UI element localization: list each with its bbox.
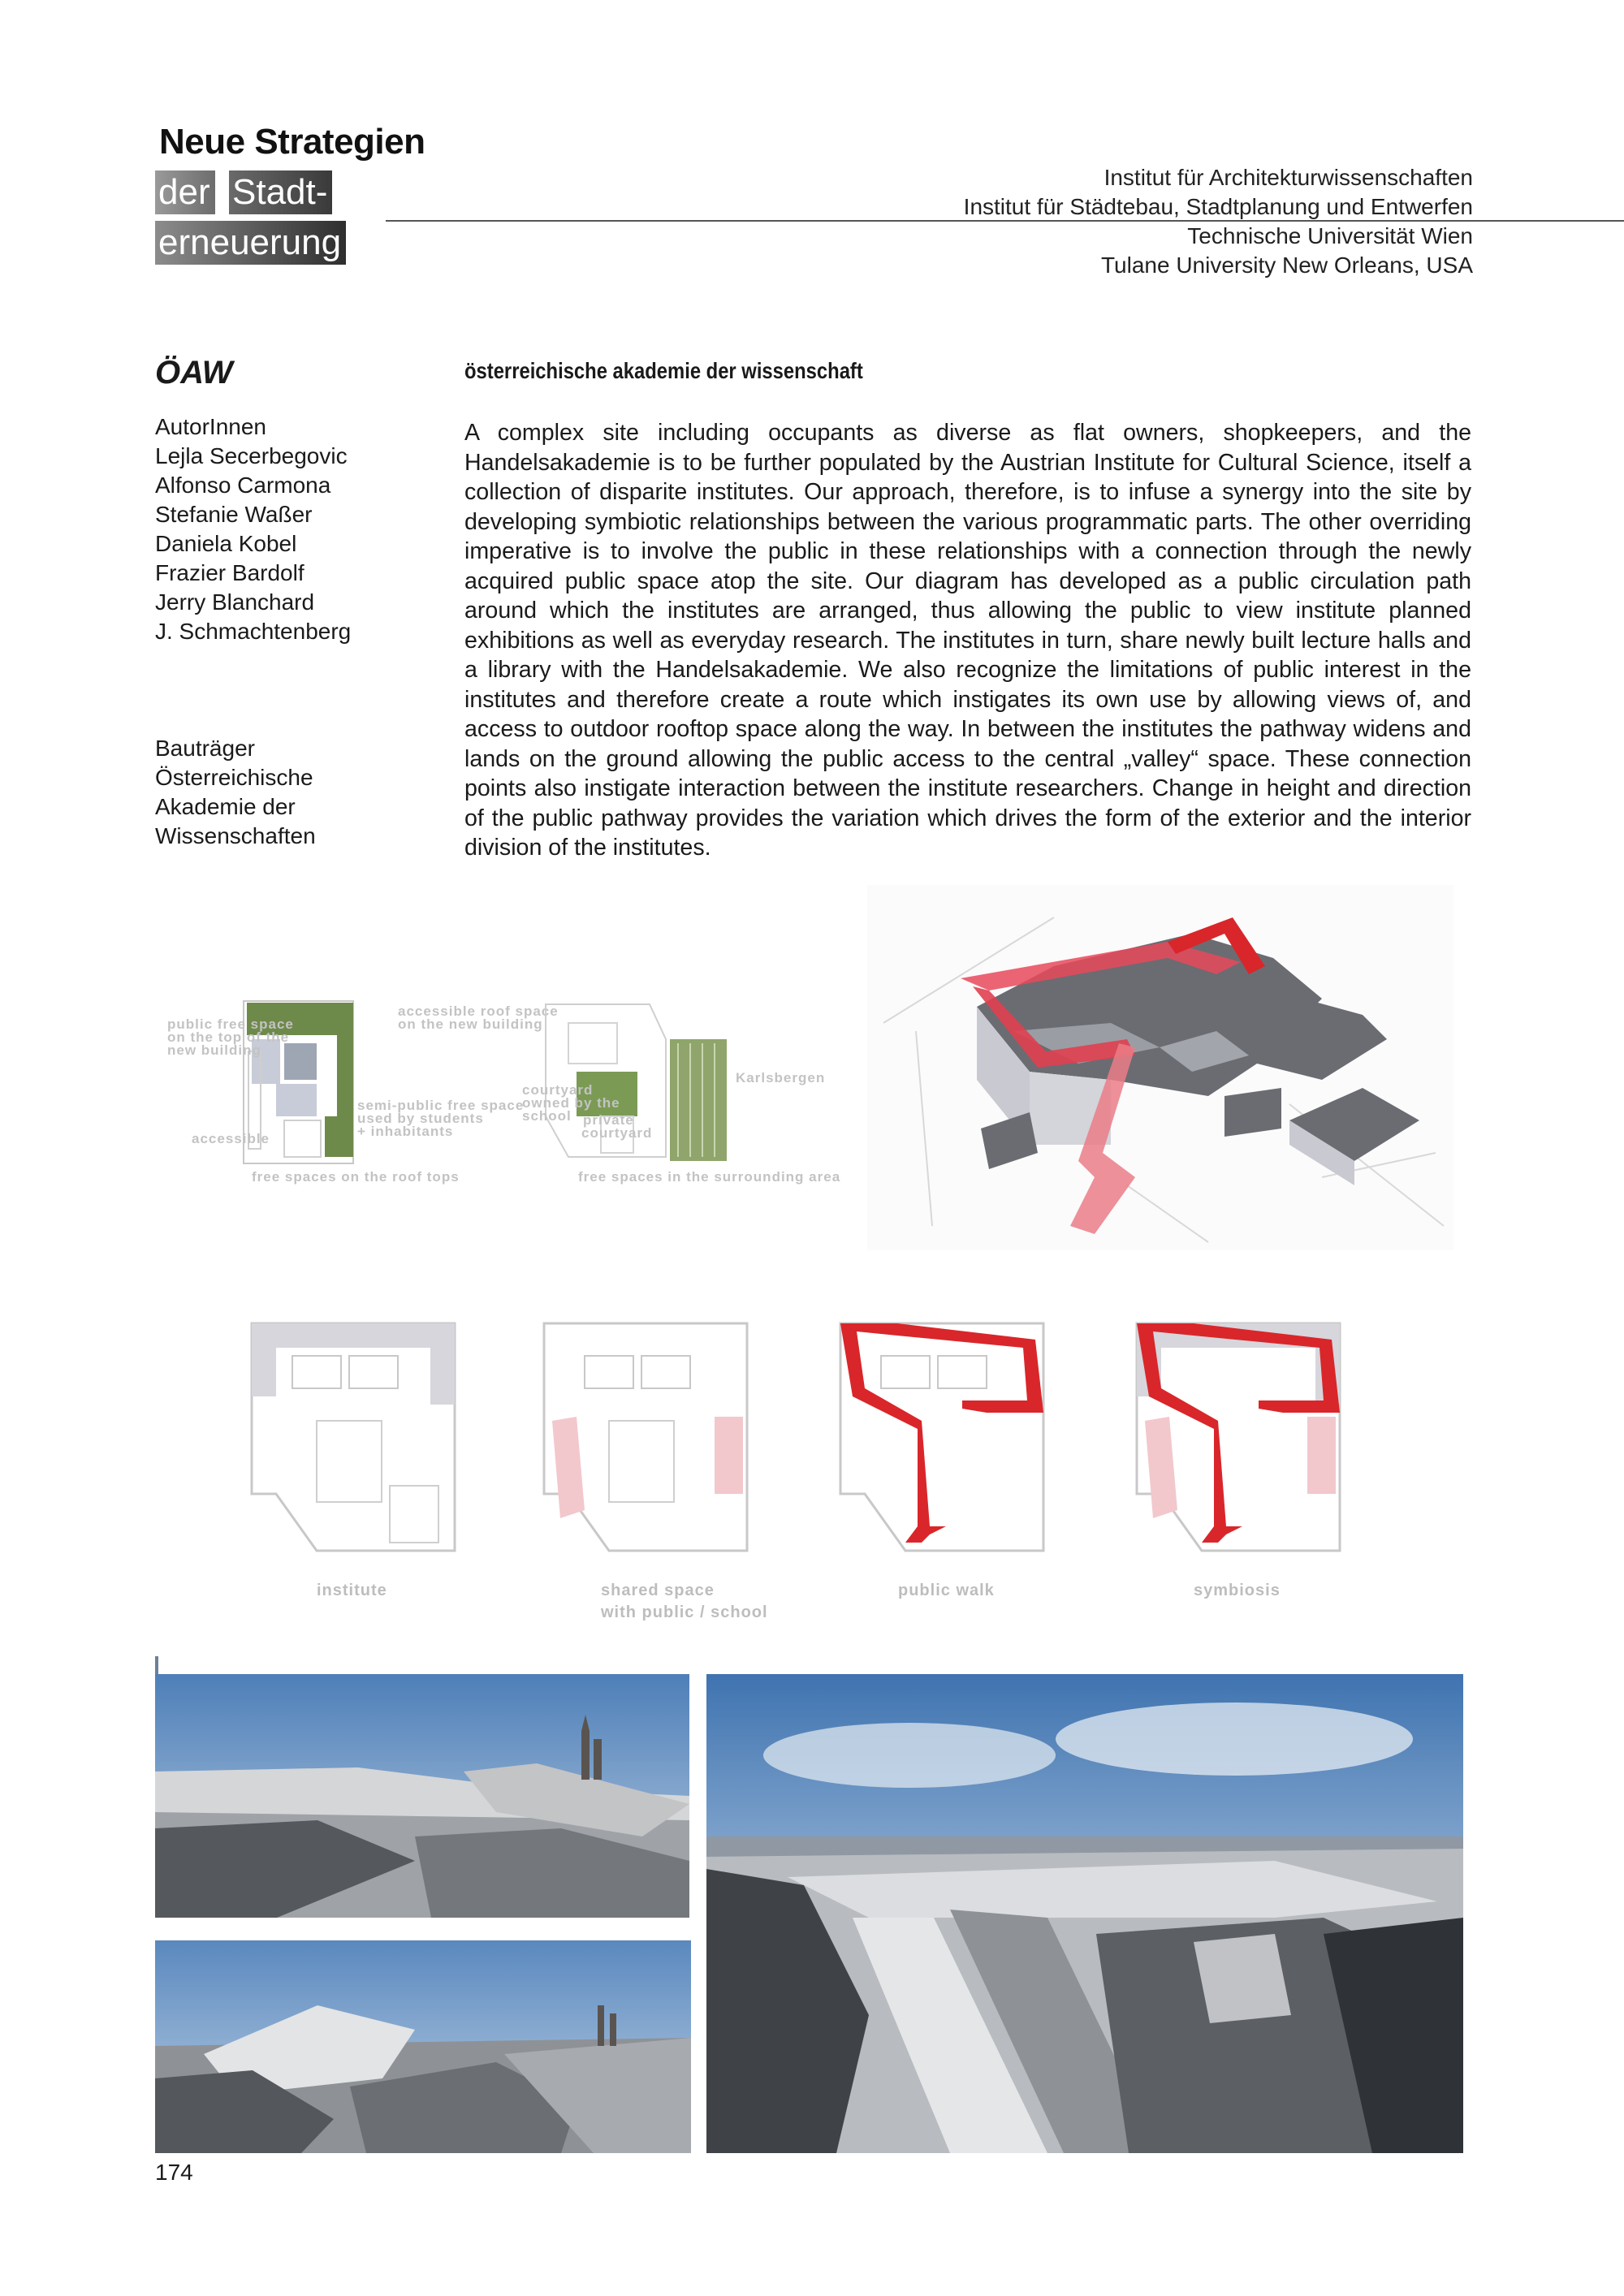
diagram-label: courtyard bbox=[522, 1082, 594, 1098]
diagram-label: semi-public free space bbox=[357, 1098, 525, 1113]
project-description: A complex site including occupants as diverse as flat owners, shopkeepers, and the Handelsakademie is to be further populated by the Austrian Institute for Cultural Science, itself a collection of disparite institutes. Our approach, therefore, is to infuse a synergy into the site by developing symbiotic relationships between the various programmatic parts. The other overriding imperative is to involve the public in these relationships with a connection through the newly acquired public space atop the site. Our diagram has developed as a public circulation path around which the institutes are arranged, thus allowing the public to view institute planned exhibitions as well as everyday research. The institutes in turn, share newly built lecture halls and a library with the Handelsakademie. We also recognize the limitations of public interest in the institutes and therefore create a route which instigates its own use by allowing views of, and access to outdoor rooftop space along the way. In between the institutes the pathway widens and lands on the ground allowing the public access to the central „valley“ space. These connection points also instigate interaction between the institute researchers. Change in height and direction of the public pathway provides the variation which drives the form of the exterior and the interior division of the institutes. bbox=[464, 420, 1471, 861]
step-label-shared-2: with public / school bbox=[601, 1603, 768, 1621]
logo-der: der bbox=[155, 170, 215, 214]
model-photo-1 bbox=[155, 1674, 689, 1918]
author: Jerry Blanchard bbox=[155, 589, 315, 615]
axonometric-model bbox=[867, 885, 1453, 1250]
author: Frazier Bardolf bbox=[155, 560, 304, 585]
diagram-caption: free spaces in the surrounding area bbox=[578, 1169, 841, 1185]
author: Lejla Secerbegovic bbox=[155, 443, 348, 468]
header-rule bbox=[386, 220, 1624, 222]
diagram-label: owned by the bbox=[522, 1095, 620, 1111]
diagram-label: + inhabitants bbox=[357, 1124, 454, 1139]
diagram-label: on the new building bbox=[398, 1016, 543, 1032]
author: Daniela Kobel bbox=[155, 531, 297, 556]
institution-line: Institut für Architekturwissenschaften bbox=[1104, 165, 1473, 190]
diagram-label: school bbox=[522, 1108, 572, 1124]
author: Alfonso Carmona bbox=[155, 473, 331, 498]
author: J. Schmachtenberg bbox=[155, 619, 352, 644]
builder-label: Bauträger bbox=[155, 736, 255, 761]
diagram-label: accessible roof space bbox=[398, 1003, 559, 1019]
model-photo-3 bbox=[706, 1674, 1463, 2153]
diagram-label: Karlsbergen bbox=[736, 1070, 826, 1085]
logo-stadt: Stadt- bbox=[229, 170, 332, 214]
builder-line: Akademie der bbox=[155, 794, 296, 819]
diagram-label: public free space bbox=[167, 1016, 294, 1032]
authors-label: AutorInnen bbox=[155, 414, 266, 439]
project-title: ÖAW bbox=[155, 355, 233, 391]
step-label-public-walk: public walk bbox=[898, 1582, 995, 1599]
diagram-caption: free spaces on the roof tops bbox=[252, 1169, 460, 1185]
step-label-symbiosis: symbiosis bbox=[1194, 1582, 1281, 1599]
institution-line: Institut für Städtebau, Stadtplanung und Entwerfen bbox=[963, 194, 1473, 219]
diagram-label: used by students bbox=[357, 1111, 484, 1126]
institution-line: Tulane University New Orleans, USA bbox=[1100, 252, 1473, 278]
diagram-label: new building bbox=[167, 1042, 261, 1058]
project-subtitle: österreichische akademie der wissenschaft bbox=[464, 358, 863, 383]
logo-title: Neue Strategien bbox=[159, 122, 425, 162]
step-label-shared: shared space bbox=[601, 1582, 715, 1599]
diagram-label: on the top of the bbox=[167, 1029, 290, 1045]
diagram-label: accessible bbox=[192, 1131, 270, 1146]
diagram-label: private bbox=[583, 1112, 634, 1128]
builder-line: Österreichische bbox=[155, 765, 313, 790]
photo-marker bbox=[155, 1656, 158, 1674]
step-diagrams bbox=[244, 1315, 1397, 1567]
author: Stefanie Waßer bbox=[155, 502, 313, 527]
page-number: 174 bbox=[155, 2160, 193, 2185]
institution-line: Technische Universität Wien bbox=[1187, 223, 1473, 248]
logo-erneuerung: erneuerung bbox=[155, 221, 346, 265]
diagram-label: courtyard bbox=[581, 1125, 653, 1141]
model-photo-2 bbox=[155, 1940, 691, 2153]
builder-line: Wissenschaften bbox=[155, 823, 316, 848]
step-label-institute: institute bbox=[317, 1582, 387, 1599]
